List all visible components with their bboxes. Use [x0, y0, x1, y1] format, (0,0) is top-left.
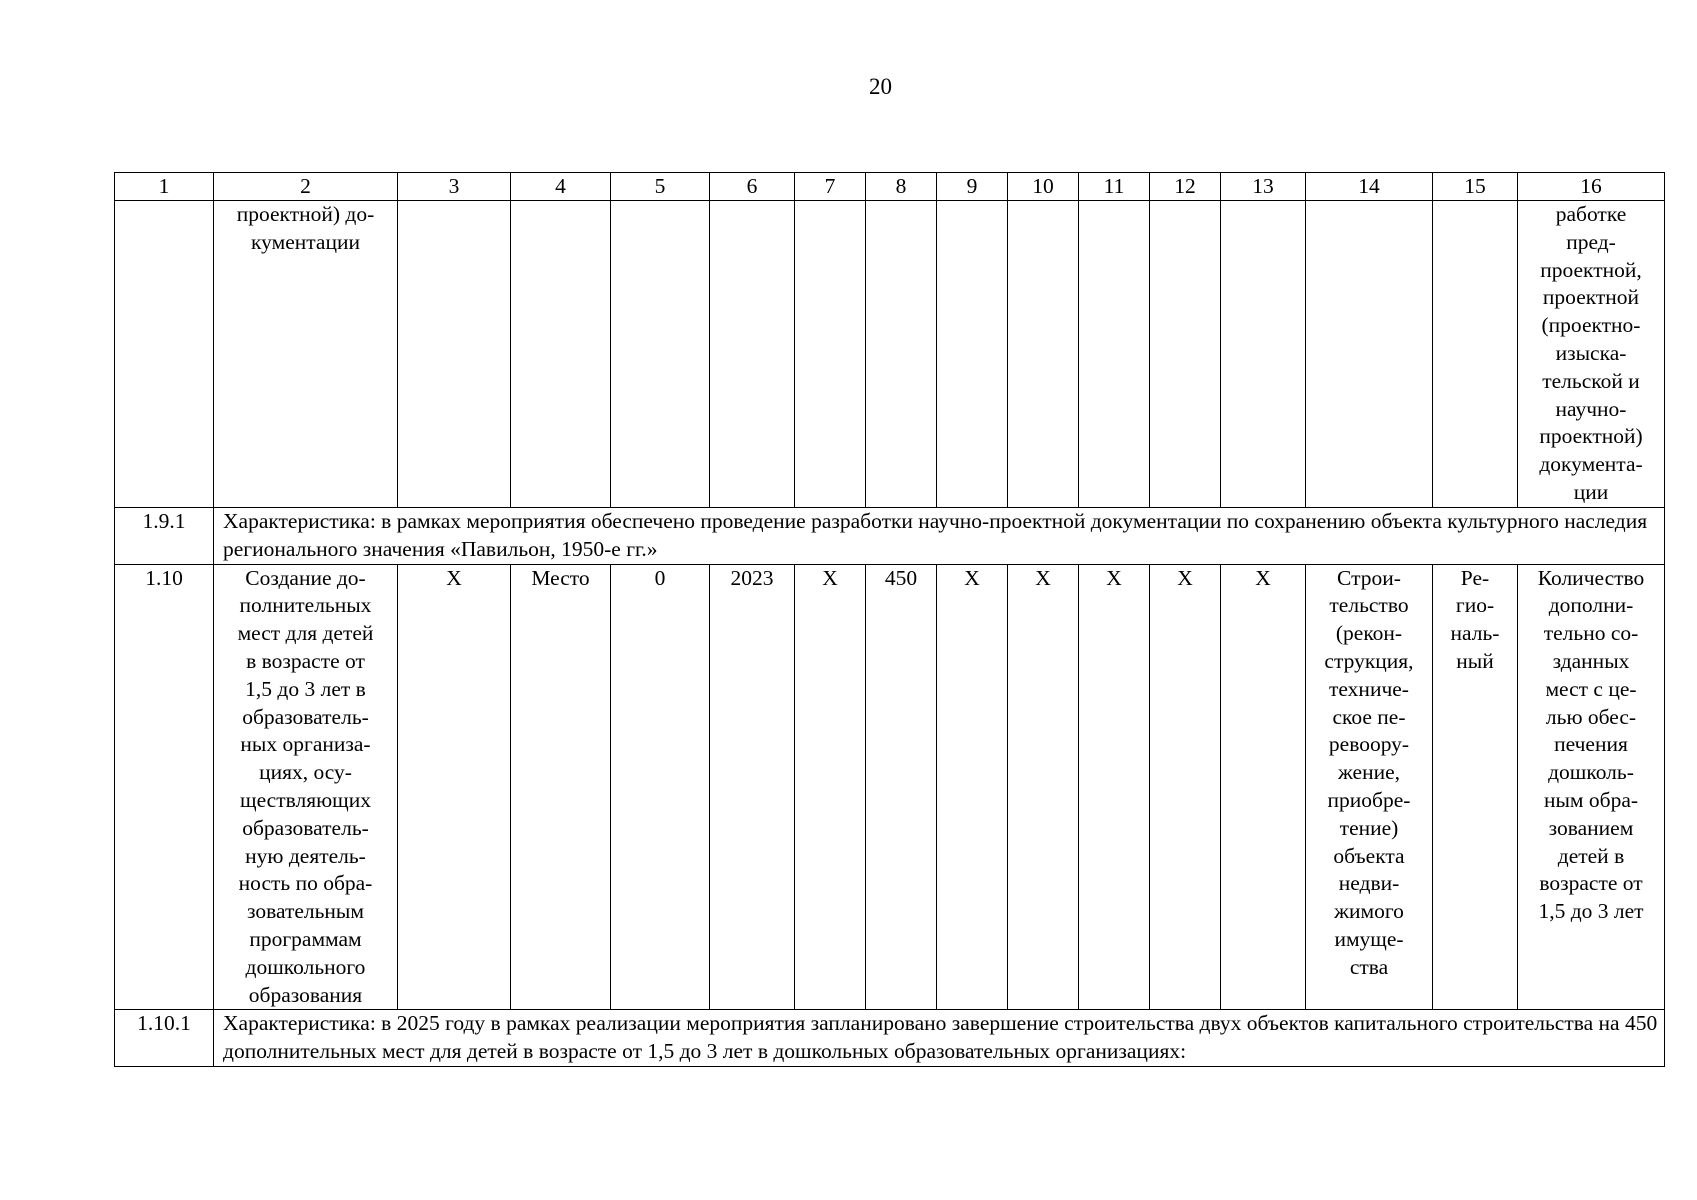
header-cell: 16 — [1518, 173, 1665, 201]
table-cell: X — [1221, 564, 1306, 1010]
header-cell: 8 — [866, 173, 937, 201]
header-cell: 12 — [1150, 173, 1221, 201]
characteristic-cell: Характеристика: в 2025 году в рамках реализации мероприятия запланировано завершение строительства двух объектов капитального строительства на 450 дополнительных мест для детей в возрасте от 1,5 до 3 лет в дошкольных образовательных организациях: — [214, 1010, 1665, 1067]
type-cell: Строи- тельство (рекон- струкция, техниче- ское пе- ревоору- жение, приобре- тение) объекта недви- жимого имуще- ства — [1306, 564, 1433, 1010]
table-cell — [611, 201, 710, 508]
table-cell — [1079, 201, 1150, 508]
data-table — [114, 172, 1665, 1067]
table-cell — [1008, 201, 1079, 508]
header-cell: 7 — [795, 173, 866, 201]
unit-cell: Место — [511, 564, 611, 1010]
table-cell: X — [937, 564, 1008, 1010]
page-number: 20 — [869, 74, 892, 99]
table-cell — [1150, 201, 1221, 508]
header-cell: 5 — [611, 173, 710, 201]
result-cell: Количество дополни- тельно со- зданных мест с це- лью обес- печения дошколь- ным обра- зованием детей в возрасте от 1,5 до 3 лет — [1518, 564, 1665, 1010]
table-cell — [710, 201, 795, 508]
table-cell: X — [1079, 564, 1150, 1010]
row-number-cell: 1.10.1 — [115, 1010, 214, 1067]
header-cell: 1 — [115, 173, 214, 201]
level-cell: Ре- гио- наль- ный — [1433, 564, 1518, 1010]
table-header-row — [115, 173, 1665, 201]
table-cell — [1306, 201, 1433, 508]
table-row — [115, 564, 1665, 1010]
table-row — [115, 1010, 1665, 1067]
continuation-name-cell: проектной) до- кументации — [214, 201, 398, 508]
table-cell — [937, 201, 1008, 508]
table-cell: X — [1008, 564, 1079, 1010]
year-cell: 2023 — [710, 564, 795, 1010]
table-row — [115, 201, 1665, 508]
row-number-cell: 1.10 — [115, 564, 214, 1010]
row-number-cell: 1.9.1 — [115, 508, 214, 565]
header-cell: 6 — [710, 173, 795, 201]
header-cell: 3 — [398, 173, 511, 201]
table-row — [115, 508, 1665, 565]
table-cell — [866, 201, 937, 508]
header-cell: 10 — [1008, 173, 1079, 201]
table-cell — [511, 201, 611, 508]
header-cell: 13 — [1221, 173, 1306, 201]
value-cell: 450 — [866, 564, 937, 1010]
table-cell — [795, 201, 866, 508]
continuation-result-cell: работке пред- проектной, проектной (проектно- изыска- тельской и научно- проектной) документа- ции — [1518, 201, 1665, 508]
table-cell — [1433, 201, 1518, 508]
header-cell: 4 — [511, 173, 611, 201]
table-cell: X — [795, 564, 866, 1010]
table-cell — [398, 201, 511, 508]
table-cell: 0 — [611, 564, 710, 1010]
table-cell: X — [1150, 564, 1221, 1010]
characteristic-cell: Характеристика: в рамках мероприятия обеспечено проведение разработки научно-проектной документации по сохранению объекта культурного наследия регионального значения «Павильон, 1950-е гг.» — [214, 508, 1665, 565]
header-cell: 14 — [1306, 173, 1433, 201]
header-cell: 15 — [1433, 173, 1518, 201]
table-cell — [115, 201, 214, 508]
table-cell: X — [398, 564, 511, 1010]
event-name-cell: Создание до- полнительных мест для детей в возрасте от 1,5 до 3 лет в образователь- ных организа- циях, осу- ществляющих образователь- ную деятель- ность по обра- зовательным программам дошкольного образования — [214, 564, 398, 1010]
header-cell: 2 — [214, 173, 398, 201]
header-cell: 11 — [1079, 173, 1150, 201]
header-cell: 9 — [937, 173, 1008, 201]
table-cell — [1221, 201, 1306, 508]
